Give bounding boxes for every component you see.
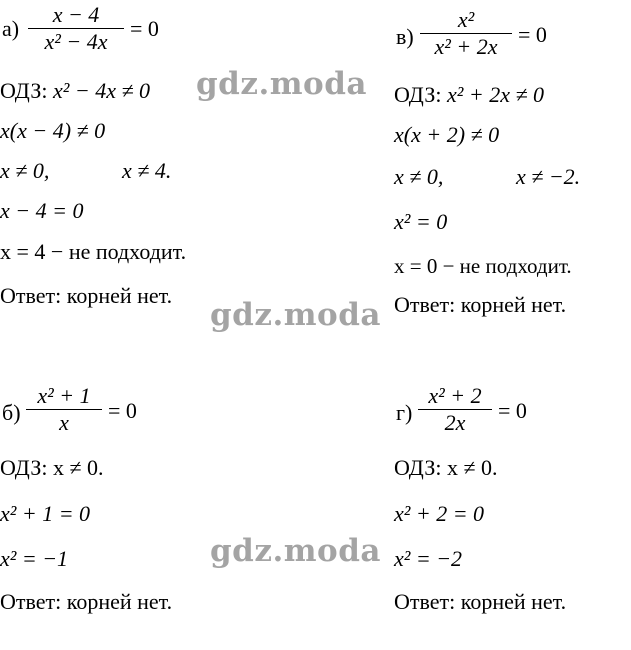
problem-v-line3a: x ≠ 0, xyxy=(394,164,444,189)
problem-v-line3b: x ≠ −2. xyxy=(516,164,581,189)
problem-a-odz xyxy=(0,78,150,104)
odz-prefix: ОДЗ: xyxy=(394,82,447,107)
problem-a-line5: x = 4 − не подходит. xyxy=(0,239,187,264)
problem-g-label: г) xyxy=(396,400,413,425)
problem-b-line2: x² + 1 = 0 xyxy=(0,501,91,526)
problem-b xyxy=(0,380,310,620)
problem-a-line2: x(x − 4) ≠ 0 xyxy=(0,118,106,143)
problem-b-numerator: x² + 1 xyxy=(37,383,91,408)
problem-v-line5: x = 0 − не подходит. xyxy=(394,254,572,278)
problem-g-odz: ОДЗ: x ≠ 0. xyxy=(394,455,498,480)
problem-g-answer: Ответ: корней нет. xyxy=(394,589,567,614)
problem-b-line3: x² = −1 xyxy=(0,546,69,571)
problem-b-denominator: x xyxy=(59,410,69,435)
problem-b-odz: ОДЗ: x ≠ 0. xyxy=(0,455,104,480)
problem-g-numerator: x² + 2 xyxy=(428,383,482,408)
problem-a-line4: x − 4 = 0 xyxy=(0,198,84,223)
problem-b-rhs: = 0 xyxy=(108,398,137,423)
problem-a-answer: Ответ: корней нет. xyxy=(0,283,173,308)
problem-v-line4: x² = 0 xyxy=(394,209,448,234)
problem-g-line2: x² + 2 = 0 xyxy=(394,501,485,526)
watermark-middle: gdz.moda xyxy=(210,297,381,333)
problem-v-fraction xyxy=(420,8,512,59)
problem-v xyxy=(394,0,631,330)
problem-g-line3: x² = −2 xyxy=(394,546,463,571)
problem-g-rhs: = 0 xyxy=(498,398,527,423)
odz-math: x² + 2x ≠ 0 xyxy=(446,82,545,107)
problem-b-fraction xyxy=(26,384,102,435)
problem-a-fraction xyxy=(28,3,124,54)
problem-a-line3b: x ≠ 4. xyxy=(122,158,172,183)
problem-g-denominator: 2x xyxy=(444,410,466,435)
problem-a-line3a: x ≠ 0, xyxy=(0,158,50,183)
problem-v-rhs: = 0 xyxy=(518,22,547,47)
problem-v-answer: Ответ: корней нет. xyxy=(394,292,567,317)
problem-a xyxy=(0,0,310,310)
problem-b-label: б) xyxy=(2,400,21,425)
problem-g xyxy=(394,380,631,620)
problem-v-line2: x(x + 2) ≠ 0 xyxy=(394,122,500,147)
problem-v-odz xyxy=(394,82,544,108)
odz-prefix: ОДЗ: xyxy=(0,78,53,103)
problem-a-denominator: x² − 4x xyxy=(44,29,108,54)
problem-v-numerator: x² xyxy=(457,7,475,32)
problem-v-label: в) xyxy=(396,24,414,49)
problem-g-fraction xyxy=(418,384,492,435)
watermark-bottom: gdz.moda xyxy=(210,533,381,569)
problem-a-numerator: x − 4 xyxy=(52,2,100,27)
odz-math: x² − 4x ≠ 0 xyxy=(52,78,151,103)
problem-a-rhs: = 0 xyxy=(130,16,159,41)
problem-a-label: а) xyxy=(2,16,20,41)
problem-b-answer: Ответ: корней нет. xyxy=(0,589,173,614)
watermark-top: gdz.moda xyxy=(196,66,367,102)
problem-v-denominator: x² + 2x xyxy=(434,34,498,59)
